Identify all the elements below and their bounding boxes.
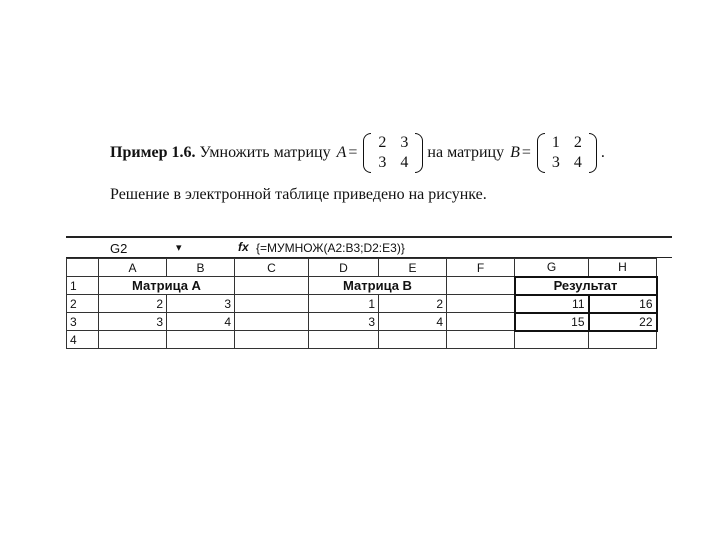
matrix-b-cell: 4 <box>573 154 582 171</box>
cell-h2[interactable]: 16 <box>589 295 657 313</box>
matrix-b-cell: 1 <box>551 134 560 151</box>
equals-sign: = <box>348 144 358 161</box>
problem-text: Умножить матрицу <box>199 144 331 161</box>
cell-c2[interactable] <box>235 295 309 313</box>
column-header[interactable]: H <box>589 259 657 277</box>
column-header-row <box>67 259 657 277</box>
column-header[interactable]: G <box>515 259 589 277</box>
cell-c3[interactable] <box>235 313 309 331</box>
matrix-a-cell: 3 <box>378 154 387 171</box>
row-header[interactable]: 4 <box>67 331 99 349</box>
cell-a4[interactable] <box>99 331 167 349</box>
matrix-b-title-cell[interactable]: Матрица B <box>309 277 447 295</box>
spreadsheet <box>66 236 672 354</box>
column-header[interactable]: E <box>379 259 447 277</box>
name-box[interactable]: G2 <box>110 241 128 256</box>
row-header[interactable]: 3 <box>67 313 99 331</box>
equals-sign: = <box>521 144 531 161</box>
cell-f3[interactable] <box>447 313 515 331</box>
matrix-b <box>537 133 597 173</box>
cell-e2[interactable]: 2 <box>379 295 447 313</box>
chevron-down-icon[interactable]: ▾ <box>176 242 182 254</box>
connector-text: на матрицу <box>427 144 505 161</box>
column-header[interactable]: F <box>447 259 515 277</box>
cell-g3[interactable]: 15 <box>515 313 589 331</box>
matrix-a-cell: 4 <box>400 154 409 171</box>
solution-text: Решение в электронной таблице приведено на рисунке. <box>110 186 487 203</box>
cell-f1[interactable] <box>447 277 515 295</box>
cell-f2[interactable] <box>447 295 515 313</box>
trailing-period: . <box>600 144 605 161</box>
matrix-a-label: A <box>336 144 347 161</box>
matrix-a-cell: 2 <box>378 134 387 151</box>
cell-grid <box>66 258 658 349</box>
cell-h4[interactable] <box>589 331 657 349</box>
cell-b3[interactable]: 4 <box>167 313 235 331</box>
table-row <box>67 331 657 349</box>
cell-b4[interactable] <box>167 331 235 349</box>
column-header[interactable]: B <box>167 259 235 277</box>
cell-h3[interactable]: 22 <box>589 313 657 331</box>
cell-a2[interactable]: 2 <box>99 295 167 313</box>
row-header[interactable]: 1 <box>67 277 99 295</box>
function-icon[interactable]: fx <box>238 240 249 254</box>
matrix-a <box>363 133 423 173</box>
table-row <box>67 313 657 331</box>
column-header[interactable]: C <box>235 259 309 277</box>
table-row <box>67 295 657 313</box>
cell-g4[interactable] <box>515 331 589 349</box>
row-header[interactable]: 2 <box>67 295 99 313</box>
cell-d4[interactable] <box>309 331 379 349</box>
problem-statement <box>110 128 690 178</box>
column-header[interactable]: A <box>99 259 167 277</box>
cell-d2[interactable]: 1 <box>309 295 379 313</box>
corner-cell[interactable] <box>67 259 99 277</box>
result-title-cell[interactable]: Результат <box>515 277 657 295</box>
example-label: Пример 1.6. <box>110 144 196 161</box>
formula-bar <box>66 236 672 258</box>
column-header[interactable]: D <box>309 259 379 277</box>
matrix-b-label: B <box>510 144 520 161</box>
matrix-b-cell: 2 <box>573 134 582 151</box>
cell-a3[interactable]: 3 <box>99 313 167 331</box>
cell-g2[interactable]: 11 <box>515 295 589 313</box>
cell-c1[interactable] <box>235 277 309 295</box>
table-row <box>67 277 657 295</box>
cell-b2[interactable]: 3 <box>167 295 235 313</box>
matrix-a-cell: 3 <box>400 134 409 151</box>
cell-d3[interactable]: 3 <box>309 313 379 331</box>
cell-f4[interactable] <box>447 331 515 349</box>
cell-e3[interactable]: 4 <box>379 313 447 331</box>
matrix-a-title-cell[interactable]: Матрица A <box>99 277 235 295</box>
formula-input[interactable]: {=МУМНОЖ(A2:B3;D2:E3)} <box>256 241 405 255</box>
cell-c4[interactable] <box>235 331 309 349</box>
matrix-b-cell: 3 <box>551 154 560 171</box>
cell-e4[interactable] <box>379 331 447 349</box>
